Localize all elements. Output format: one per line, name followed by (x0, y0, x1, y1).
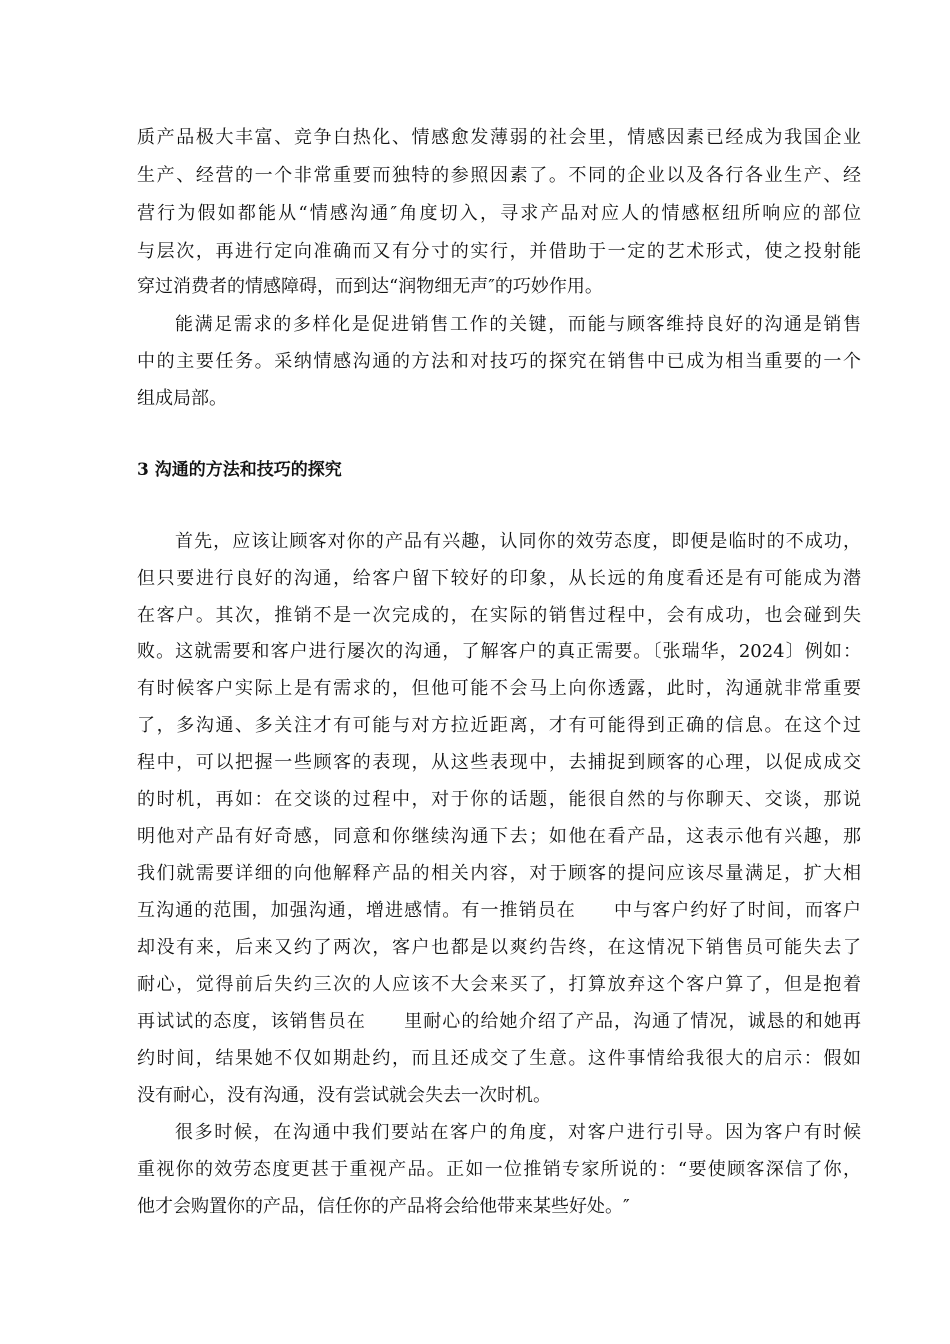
paragraph-line: 有时候客户实际上是有需求的，但他可能不会马上向你透露，此时，沟通就非常重要 (137, 678, 861, 699)
paragraph-line: 耐心，觉得前后失约三次的人应该不大会来买了，打算放弃这个客户算了，但是抱着 (137, 974, 861, 995)
paragraph-line: 首先，应该让顾客对你的产品有兴趣，认同你的效劳态度，即便是临时的不成功， (175, 531, 861, 552)
paragraph-line: 没有耐心，没有沟通，没有尝试就会失去一次时机。 (137, 1085, 551, 1106)
paragraph-line: 我们就需要详细的向他解释产品的相关内容，对于顾客的提问应该尽量满足，扩大相 (137, 863, 861, 884)
paragraph-line: 他才会购置你的产品，信任你的产品将会给他带来某些好处。″ (137, 1196, 630, 1217)
paragraph-line: 与层次，再进行定向准确而又有分寸的实行，并借助于一定的艺术形式，使之投射能 (137, 241, 861, 262)
paragraph-line: 生产、经营的一个非常重要而独特的参照因素了。不同的企业以及各行各业生产、经 (137, 165, 861, 186)
paragraph-line: 重视你的效劳态度更甚于重视产品。正如一位推销专家所说的：“要使顾客深信了你， (137, 1159, 861, 1180)
paragraph-line: 却没有来，后来又约了两次，客户也都是以爽约告终，在这情况下销售员可能失去了 (137, 937, 861, 958)
paragraph-line: 在客户。其次，推销不是一次完成的，在实际的销售过程中，会有成功，也会碰到失 (137, 605, 861, 626)
paragraph-line: 能满足需求的多样化是促进销售工作的关键，而能与顾客维持良好的沟通是销售 (175, 314, 861, 335)
paragraph-line: 互沟通的范围，加强沟通，增进感情。有一推销员在 中与客户约好了时间，而客户 (137, 900, 861, 921)
paragraph-line: 营行为假如都能从“情感沟通″角度切入，寻求产品对应人的情感枢纽所响应的部位 (137, 203, 861, 224)
paragraph-line: 穿过消费者的情感障碍，而到达“润物细无声″的巧妙作用。 (137, 276, 603, 297)
paragraph-line: 但只要进行良好的沟通，给客户留下较好的印象，从长远的角度看还是有可能成为潜 (137, 568, 861, 589)
paragraph-line: 了，多沟通、多关注才有可能与对方拉近距离，才有可能得到正确的信息。在这个过 (137, 715, 861, 736)
paragraph-line: 组成局部。 (137, 388, 227, 409)
paragraph-line: 败。这就需要和客户进行屡次的沟通，了解客户的真正需要。〔张瑞华，2024〕例如： (137, 641, 861, 662)
paragraph-line: 程中，可以把握一些顾客的表现，从这些表现中，去捕捉到顾客的心理，以促成成交 (137, 752, 861, 773)
paragraph-line: 明他对产品有好奇感，同意和你继续沟通下去；如他在看产品，这表示他有兴趣，那 (137, 826, 861, 847)
paragraph-line: 约时间，结果她不仅如期赴约，而且还成交了生意。这件事情给我很大的启示：假如 (137, 1048, 861, 1069)
paragraph-line: 质产品极大丰富、竞争白热化、情感愈发薄弱的社会里，情感因素已经成为我国企业 (137, 127, 861, 148)
paragraph-line: 很多时候，在沟通中我们要站在客户的角度，对客户进行引导。因为客户有时候 (175, 1122, 861, 1143)
section-heading: 3 沟通的方法和技巧的探究 (137, 460, 342, 480)
paragraph-line: 中的主要任务。采纳情感沟通的方法和对技巧的探究在销售中已成为相当重要的一个 (137, 351, 861, 372)
paragraph-line: 的时机，再如：在交谈的过程中，对于你的话题，能很自然的与你聊天、交谈，那说 (137, 789, 861, 810)
paragraph-line: 再试试的态度，该销售员在 里耐心的给她介绍了产品，沟通了情况，诚恳的和她再 (137, 1011, 861, 1032)
document-page (137, 0, 861, 1344)
